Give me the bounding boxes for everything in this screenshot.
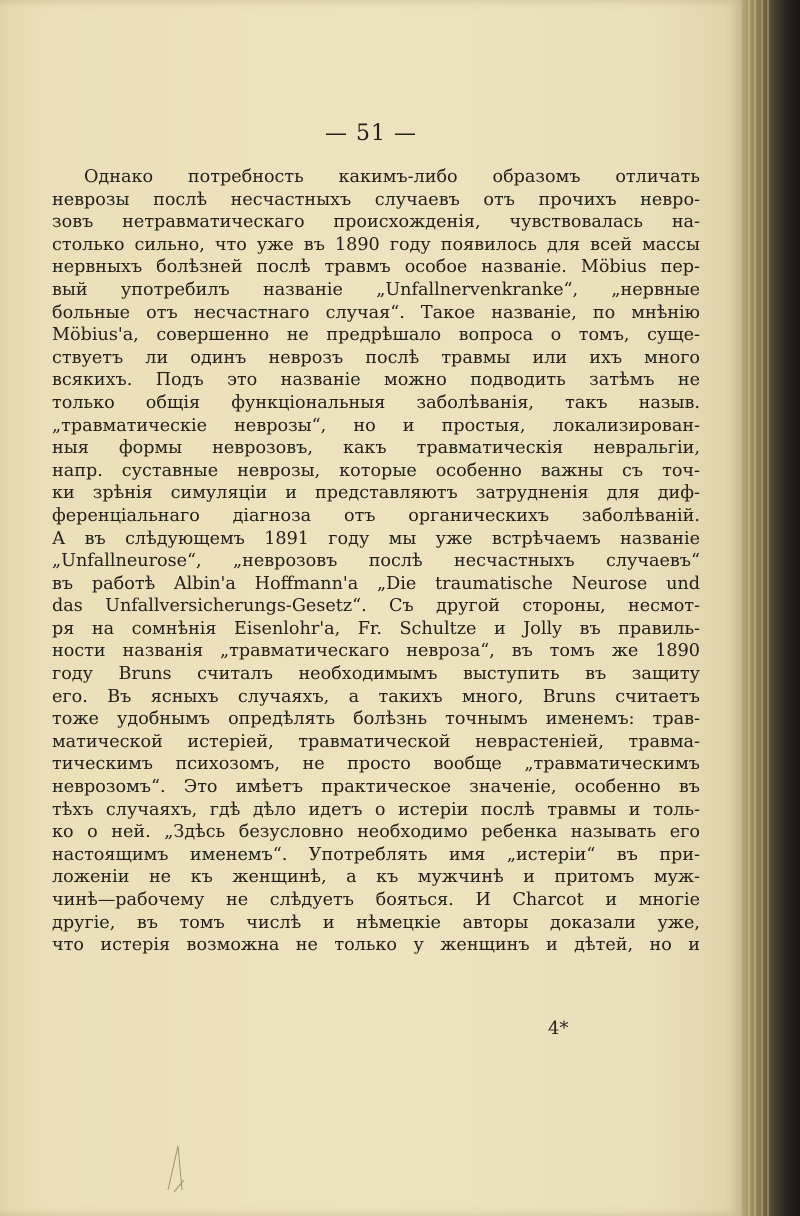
text-line: тическимъ психозомъ, не просто вообще „травматическимъ bbox=[52, 754, 700, 775]
text-line: что истерія возможна не только у женщинъ и дѣтей, но и bbox=[52, 935, 700, 956]
text-line: всякихъ. Подъ это названіе можно подводить затѣмъ не bbox=[52, 370, 700, 391]
text-line: его. Въ ясныхъ случаяхъ, а такихъ много, Bruns считаетъ bbox=[52, 686, 700, 707]
text-line: вый употребилъ названіе „Unfallnervenkranke“, „нервные bbox=[52, 279, 700, 300]
text-line: „Unfallneurose“, „неврозовъ послѣ несчастныхъ случаевъ“ bbox=[52, 551, 700, 572]
text-line: das Unfallversicherungs-Gesetz“. Съ другой стороны, несмот- bbox=[52, 596, 700, 617]
text-line: Однако потребность какимъ-либо образомъ отличать bbox=[84, 167, 700, 187]
text-line: ки зрѣнія симуляціи и представляютъ затрудненія для диф- bbox=[52, 483, 700, 504]
text-line: больные отъ несчастнаго случая“. Такое названіе, по мнѣнію bbox=[52, 302, 700, 323]
text-line: А въ слѣдующемъ 1891 году мы уже встрѣчаемъ названіе bbox=[52, 528, 700, 549]
text-line: настоящимъ именемъ“. Употреблять имя „истеріи“ въ при- bbox=[52, 844, 700, 865]
text-line: ности названія „травматическаго невроза“, въ томъ же 1890 bbox=[52, 641, 700, 662]
text-line: тѣхъ случаяхъ, гдѣ дѣло идетъ о истеріи послѣ травмы и толь- bbox=[52, 799, 700, 820]
text-line: ствуетъ ли одинъ неврозъ послѣ травмы или ихъ много bbox=[52, 347, 700, 368]
text-line: столько сильно, что уже въ 1890 году появилось для всей массы bbox=[52, 234, 700, 255]
page-number: — 51 — bbox=[325, 121, 417, 146]
text-line: Möbius'а, совершенно не предрѣшало вопроса о томъ, суще- bbox=[52, 325, 700, 346]
text-line: неврозы послѣ несчастныхъ случаевъ отъ прочихъ невро- bbox=[52, 189, 700, 210]
text-line: году Bruns считалъ необходимымъ выступить въ защиту bbox=[52, 664, 700, 685]
body-text bbox=[52, 166, 700, 957]
text-line: ложеніи не къ женщинѣ, а къ мужчинѣ и притомъ муж- bbox=[52, 867, 700, 888]
text-line: ко о ней. „Здѣсь безусловно необходимо ребенка называть его bbox=[52, 822, 700, 843]
text-line: въ работѣ Albin'а Hoffmann'а „Die traumatische Neurose und bbox=[52, 573, 700, 594]
signature-mark: 4* bbox=[548, 1018, 569, 1039]
text-line: нервныхъ болѣзней послѣ травмъ особое названіе. Möbius пер- bbox=[52, 257, 700, 278]
book-spine-edge bbox=[742, 0, 800, 1216]
text-line: чинѣ—рабочему не слѣдуетъ бояться. И Charcot и многіе bbox=[52, 890, 700, 910]
ink-stain-mark bbox=[160, 1140, 200, 1200]
text-line: другіе, въ томъ числѣ и нѣмецкіе авторы доказали уже, bbox=[52, 912, 700, 933]
text-line: ныя формы неврозовъ, какъ травматическія невральгіи, bbox=[52, 438, 700, 459]
text-line: напр. суставные неврозы, которые особенно важны съ точ- bbox=[52, 460, 700, 481]
text-line: ференціальнаго діагноза отъ органическихъ заболѣваній. bbox=[52, 505, 700, 526]
text-line: матической истеріей, травматической неврастеніей, травма- bbox=[52, 731, 700, 752]
text-line: зовъ нетравматическаго происхожденія, чувствовалась на- bbox=[52, 212, 700, 233]
text-line: ря на сомнѣнія Eisenlohr'а, Fr. Schultze и Jolly въ правиль- bbox=[52, 618, 700, 639]
text-line: только общія функціональныя заболѣванія, такъ назыв. bbox=[52, 392, 700, 413]
text-line: „травматическіе неврозы“, но и простыя, локализирован- bbox=[52, 415, 700, 436]
text-line: тоже удобнымъ опредѣлять болѣзнь точнымъ именемъ: трав- bbox=[52, 709, 700, 730]
text-line: неврозомъ“. Это имѣетъ практическое значеніе, особенно въ bbox=[52, 777, 700, 798]
